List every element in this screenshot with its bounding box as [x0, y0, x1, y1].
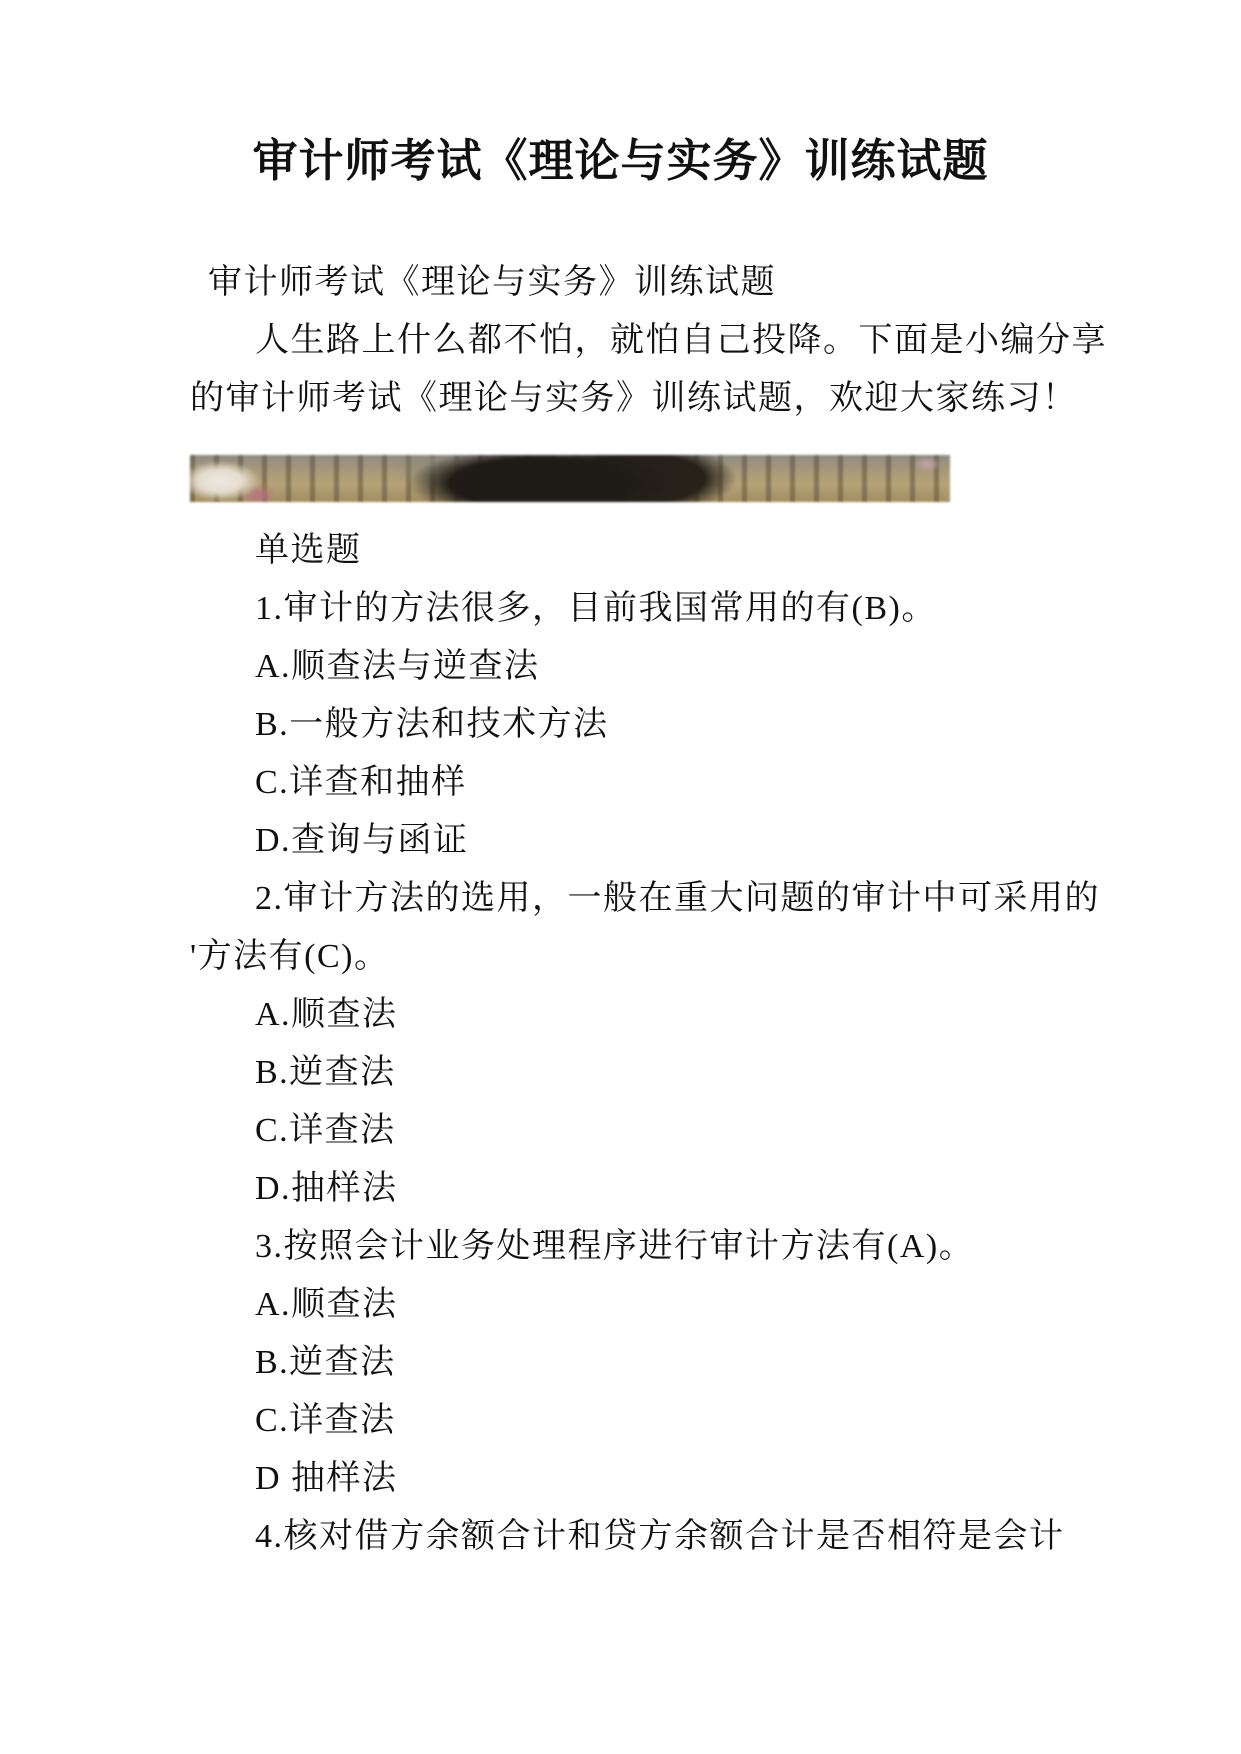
intro-paragraph-line-2: 的审计师考试《理论与实务》训练试题，欢迎大家练习！	[190, 380, 1078, 417]
intro-subtitle-line: 审计师考试《理论与实务》训练试题	[208, 264, 776, 301]
question-1-option-b: B.一般方法和技术方法	[255, 706, 609, 743]
document-title: 审计师考试《理论与实务》训练试题	[252, 136, 989, 186]
intro-paragraph-line-1: 人生路上什么都不怕，就怕自己投降。下面是小编分享	[255, 322, 1107, 359]
question-1-option-d: D.查询与函证	[255, 822, 469, 859]
question-2-stem-line-2: '方法有(C)。	[190, 938, 390, 975]
question-2-option-c: C.详查法	[255, 1112, 396, 1149]
question-3-option-d: D 抽样法	[255, 1460, 398, 1497]
question-3-option-b: B.逆查法	[255, 1344, 396, 1381]
lecture-audience-photo-strip	[190, 455, 950, 502]
question-3-option-a: A.顺查法	[255, 1286, 398, 1323]
question-3-stem: 3.按照会计业务处理程序进行审计方法有(A)。	[255, 1228, 975, 1265]
question-1-option-c: C.详查和抽样	[255, 764, 467, 801]
question-2-option-d: D.抽样法	[255, 1170, 398, 1207]
document-body	[0, 254, 1241, 1566]
question-2-stem-line-1: 2.审计方法的选用，一般在重大问题的审计中可采用的	[255, 880, 1100, 917]
question-2-option-a: A.顺查法	[255, 996, 398, 1033]
question-1-option-a: A.顺查法与逆查法	[255, 648, 540, 685]
question-2-option-b: B.逆查法	[255, 1054, 396, 1091]
question-4-stem: 4.核对借方余额合计和贷方余额合计是否相符是会计	[255, 1518, 1065, 1555]
question-3-option-c: C.详查法	[255, 1402, 396, 1439]
section-label: 单选题	[255, 532, 362, 569]
question-1-stem: 1.审计的方法很多，目前我国常用的有(B)。	[255, 590, 937, 627]
